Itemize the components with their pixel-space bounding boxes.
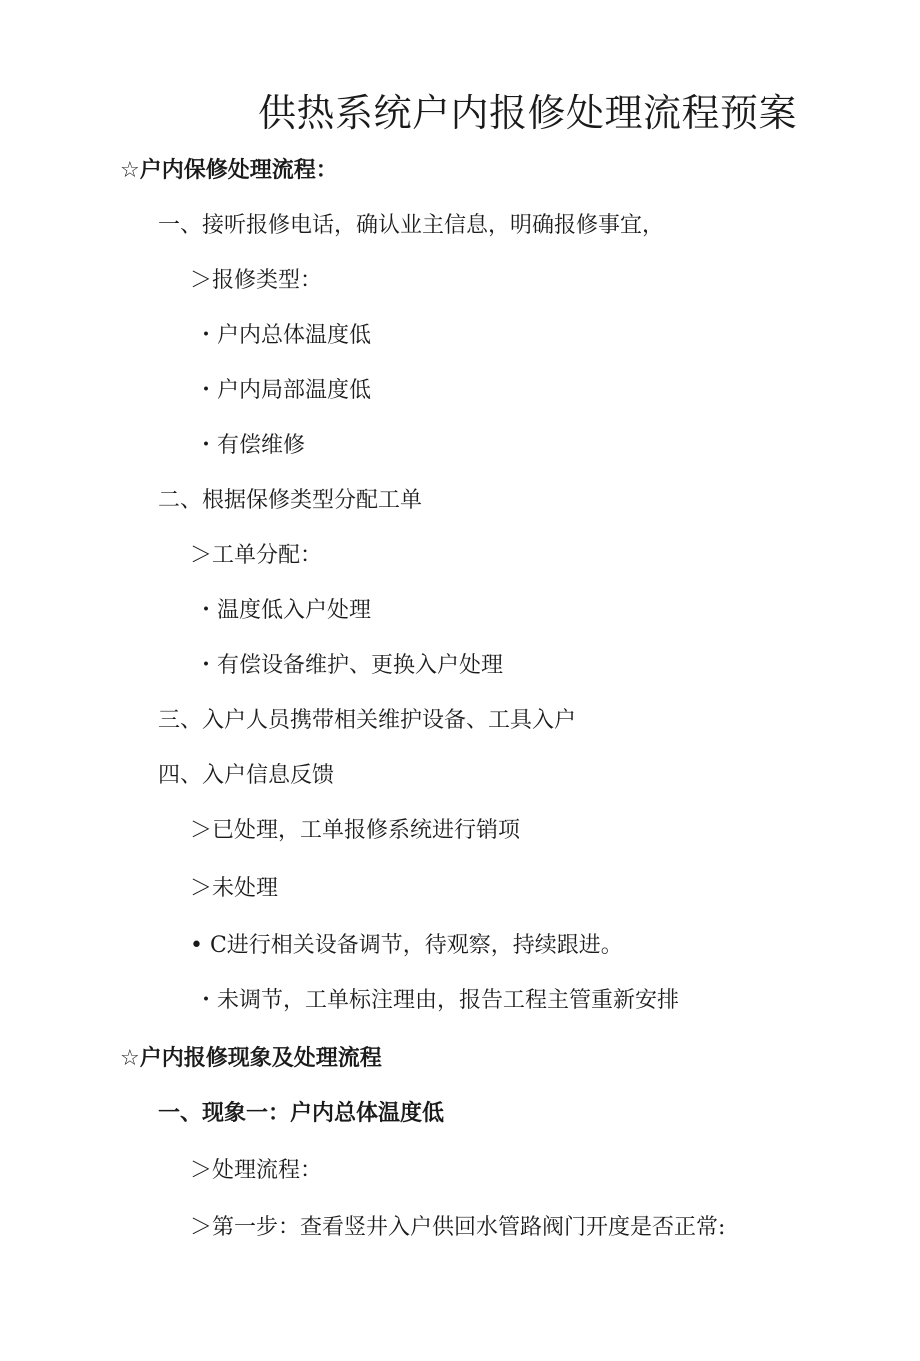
- feedback-processed: ＞已处理，工单报修系统进行销项: [190, 818, 521, 843]
- assignment-paid-equipment: ・有偿设备维护、更换入户处理: [195, 653, 504, 678]
- handling-process-label: ＞处理流程：: [190, 1158, 323, 1183]
- repair-type-local-low-temp: ・户内局部温度低: [195, 378, 372, 403]
- step-2-assign-work-order: 二、根据保修类型分配工单: [158, 488, 423, 513]
- work-order-assignment-label: ＞工单分配：: [190, 543, 323, 568]
- repair-types-label: ＞报修类型：: [190, 268, 323, 293]
- repair-type-overall-low-temp: ・户内总体温度低: [195, 323, 372, 348]
- section-heading-phenomena: ☆户内报修现象及处理流程: [120, 1046, 382, 1071]
- document-title: 供热系统户内报修处理流程预案: [258, 91, 798, 135]
- feedback-not-adjusted: ・未调节，工单标注理由，报告工程主管重新安排: [195, 988, 680, 1013]
- repair-type-paid-repair: ・有偿维修: [195, 433, 306, 458]
- assignment-low-temp: ・温度低入户处理: [195, 598, 372, 623]
- feedback-adjust-observe: • C进行相关设备调节，待观察，持续跟进。: [190, 933, 623, 958]
- section-heading-repair-process: ☆户内保修处理流程：: [120, 158, 338, 183]
- step-3-bring-tools: 三、入户人员携带相关维护设备、工具入户: [158, 708, 577, 733]
- step-4-feedback: 四、入户信息反馈: [158, 763, 335, 788]
- handling-step-1: ＞第一步：查看竖井入户供回水管路阀门开度是否正常:: [190, 1215, 726, 1240]
- phenomenon-1-heading: 一、现象一：户内总体温度低: [158, 1101, 445, 1126]
- step-1-answer-call: 一、接听报修电话，确认业主信息，明确报修事宜，: [158, 213, 665, 238]
- feedback-unprocessed: ＞未处理: [190, 876, 279, 901]
